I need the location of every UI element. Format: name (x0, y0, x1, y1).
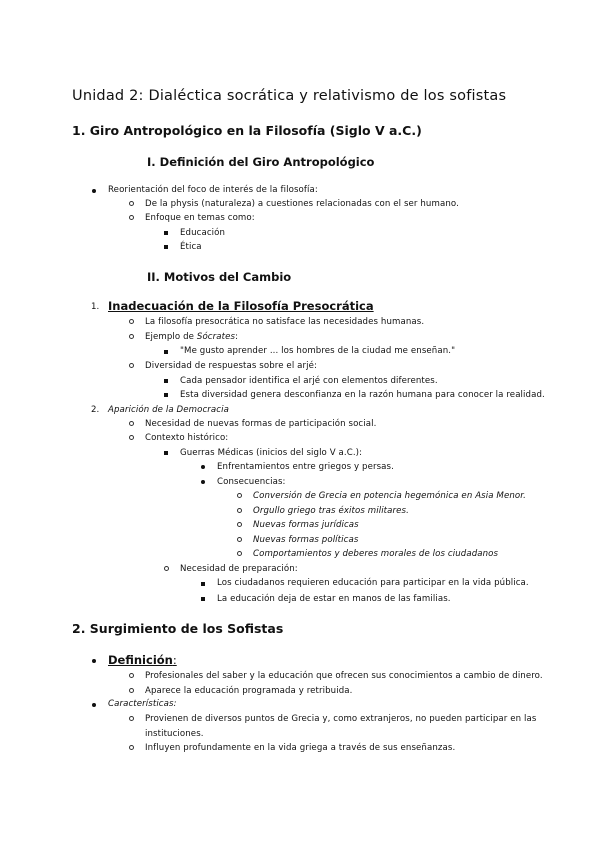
list-item: Características: (108, 699, 177, 709)
list-item: Esta diversidad genera desconfianza en la razón humana para conocer la realidad. (180, 390, 545, 400)
bullet-circle (129, 215, 134, 220)
list-item: Necesidad de nuevas formas de participación social. (145, 419, 377, 429)
list-item: Necesidad de preparación: (180, 564, 298, 574)
bullet-circle (237, 508, 242, 513)
bullet-circle (129, 334, 134, 339)
page-title: Unidad 2: Dialéctica socrática y relativismo de los sofistas (72, 88, 507, 104)
list-number: 2. (91, 405, 100, 415)
bullet-dot (92, 703, 96, 707)
bullet-circle (164, 566, 169, 571)
bullet-circle (129, 363, 134, 368)
list-item: Ejemplo de Sócrates: (145, 332, 239, 342)
bullet-dot (92, 189, 96, 193)
bullet-square (164, 379, 168, 383)
bullet-square (201, 597, 205, 601)
bullet-circle (237, 551, 242, 556)
list-item: Comportamientos y deberes morales de los ciudadanos (253, 549, 499, 559)
bullet-circle (129, 688, 134, 693)
list-heading: Inadecuación de la Filosofía Presocrática (108, 299, 374, 313)
bullet-square (164, 451, 168, 455)
bullet-dot (201, 465, 205, 469)
subheading-motivos: II. Motivos del Cambio (147, 270, 292, 284)
bullet-square (164, 393, 168, 397)
list-item: La educación deja de estar en manos de las familias. (217, 594, 451, 604)
list-item: Los ciudadanos requieren educación para participar en la vida pública. (217, 578, 529, 588)
list-item: Conversión de Grecia en potencia hegemónica en Asia Menor. (253, 491, 526, 501)
bullet-dot (201, 480, 205, 484)
bullet-circle (129, 319, 134, 324)
list-item: Provienen de diversos puntos de Grecia y, como extranjeros, no pueden participar en las (145, 714, 537, 724)
list-item: Profesionales del saber y la educación que ofrecen sus conocimientos a cambio de dinero. (145, 671, 543, 681)
list-item: Ética (180, 242, 202, 252)
bullet-circle (129, 201, 134, 206)
list-number: 1. (91, 302, 100, 312)
bullet-circle (129, 435, 134, 440)
list-item: Reorientación del foco de interés de la filosofía: (108, 185, 318, 195)
bullet-dot (92, 659, 96, 663)
list-item: Enfoque en temas como: (145, 213, 255, 223)
list-item: Consecuencias: (217, 477, 286, 487)
list-item: Diversidad de respuestas sobre el arjé: (145, 361, 318, 371)
bullet-circle (129, 421, 134, 426)
list-item: De la physis (naturaleza) a cuestiones relacionadas con el ser humano. (145, 199, 459, 209)
list-item: Enfrentamientos entre griegos y persas. (217, 462, 394, 472)
list-item: Orgullo griego tras éxitos militares. (253, 506, 409, 516)
quote-item: "Me gusto aprender ... los hombres de la ciudad me enseñan." (180, 346, 456, 356)
list-item: Guerras Médicas (inicios del siglo V a.C.): (180, 448, 363, 458)
bullet-circle (237, 537, 242, 542)
bullet-circle (129, 716, 134, 721)
bullet-square (164, 231, 168, 235)
list-item: Educación (180, 228, 226, 238)
list-item: Influyen profundamente en la vida griega a través de sus enseñanzas. (145, 743, 456, 753)
list-item: Aparece la educación programada y retribuida. (145, 686, 353, 696)
section-2-heading: 2. Surgimiento de los Sofistas (72, 621, 284, 636)
bullet-circle (129, 745, 134, 750)
definition-heading: Definición: (108, 653, 177, 667)
bullet-circle (237, 493, 242, 498)
list-item: Nuevas formas políticas (253, 535, 359, 545)
list-item: La filosofía presocrática no satisface las necesidades humanas. (145, 317, 425, 327)
bullet-square (201, 582, 205, 586)
list-item-continuation: instituciones. (145, 729, 204, 739)
bullet-square (164, 245, 168, 249)
bullet-circle (129, 673, 134, 678)
bullet-square (164, 350, 168, 354)
bullet-circle (237, 522, 242, 527)
list-item: Nuevas formas jurídicas (253, 520, 359, 530)
list-heading: Aparición de la Democracia (108, 405, 229, 415)
subheading-definicion: I. Definición del Giro Antropológico (147, 155, 375, 169)
section-1-heading: 1. Giro Antropológico en la Filosofía (Siglo V a.C.) (72, 123, 422, 138)
list-item: Cada pensador identifica el arjé con elementos diferentes. (180, 376, 438, 386)
list-item: Contexto histórico: (145, 433, 229, 443)
